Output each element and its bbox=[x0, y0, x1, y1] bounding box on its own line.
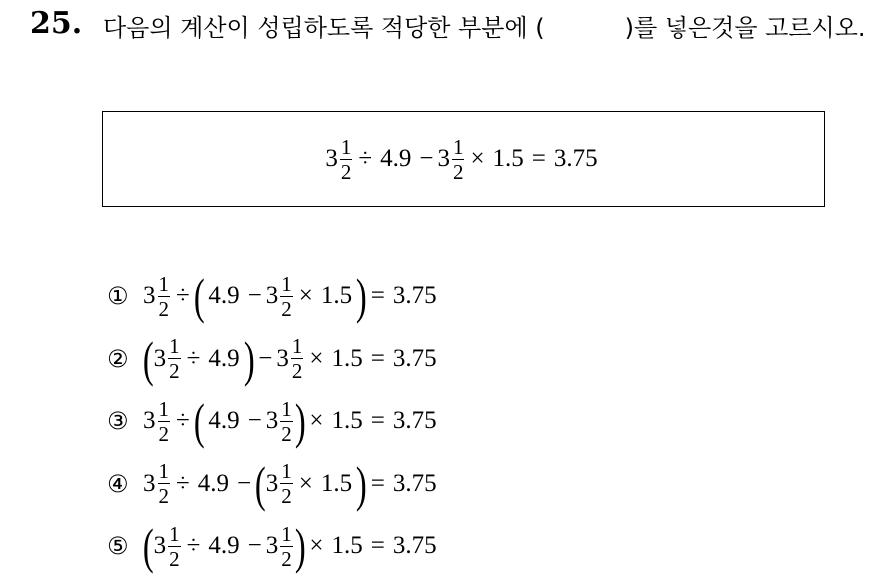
fraction: $\frac{1}{2}$ bbox=[340, 134, 352, 184]
question-number: 25. bbox=[30, 6, 83, 41]
box-expression bbox=[325, 134, 601, 184]
answer-option-4[interactable] bbox=[107, 453, 441, 516]
answer-options bbox=[107, 265, 441, 578]
whole-number: 3 bbox=[153, 344, 167, 372]
question-text-before: 다음의 계산이 성립하도록 적당한 부분에 ( bbox=[103, 14, 545, 42]
paren-open: ( bbox=[193, 393, 205, 450]
fraction: $\frac{1}{2}$ bbox=[158, 271, 169, 321]
whole-number: 3 bbox=[143, 469, 156, 497]
expression-token: 1.5 bbox=[492, 145, 524, 172]
option-expression bbox=[142, 330, 441, 387]
whole-number: 3 bbox=[265, 469, 279, 497]
expression-token: ÷ bbox=[176, 469, 190, 497]
option-expression bbox=[143, 455, 441, 512]
option-expression bbox=[143, 393, 441, 450]
whole-number: 3 bbox=[265, 282, 279, 310]
fraction: $\frac{1}{2}$ bbox=[281, 521, 292, 571]
expression-token: = bbox=[531, 145, 546, 172]
expression-token: ÷ bbox=[176, 407, 190, 435]
expression-token: = bbox=[370, 532, 385, 560]
fraction: $\frac{1}{2}$ bbox=[452, 134, 464, 184]
option-expression bbox=[143, 268, 441, 325]
paren-open: ( bbox=[193, 268, 205, 325]
paren-open: ( bbox=[142, 330, 154, 387]
option-expression bbox=[142, 518, 441, 575]
whole-number: 3 bbox=[325, 145, 338, 172]
question-text bbox=[103, 10, 868, 46]
whole-number: 3 bbox=[265, 407, 279, 435]
expression-token: 3.75 bbox=[553, 145, 598, 172]
expression-token: = bbox=[370, 282, 385, 310]
fraction: $\frac{1}{2}$ bbox=[169, 334, 180, 384]
whole-number: 3 bbox=[265, 532, 279, 560]
expression-token: 3.75 bbox=[392, 282, 437, 310]
expression-token: − bbox=[419, 145, 434, 172]
expression-token: ÷ bbox=[176, 282, 190, 310]
expression-token: × bbox=[298, 282, 313, 310]
expression-token: 4.9 bbox=[380, 145, 412, 172]
paren-close: ) bbox=[294, 518, 306, 575]
whole-number: 3 bbox=[143, 407, 156, 435]
expression-token: × bbox=[309, 344, 324, 372]
expression-token: ÷ bbox=[186, 344, 201, 372]
paren-close: ) bbox=[356, 268, 367, 325]
expression-token: − bbox=[247, 282, 262, 310]
expression-token: 1.5 bbox=[320, 282, 353, 310]
expression-token: − bbox=[258, 344, 273, 372]
answer-option-5[interactable] bbox=[107, 515, 441, 578]
expression-token: 1.5 bbox=[331, 344, 363, 372]
expression-token: = bbox=[370, 344, 385, 372]
fraction: $\frac{1}{2}$ bbox=[158, 459, 169, 509]
expression-token: − bbox=[247, 532, 262, 560]
answer-option-2[interactable] bbox=[107, 328, 441, 391]
paren-open: ( bbox=[142, 518, 154, 575]
option-marker: ④ bbox=[107, 469, 129, 498]
expression-token: − bbox=[236, 469, 252, 497]
expression-token: = bbox=[370, 407, 385, 435]
expression-token: 3.75 bbox=[392, 532, 437, 560]
expression-box bbox=[102, 111, 825, 207]
expression-token: − bbox=[247, 407, 262, 435]
expression-token: 1.5 bbox=[320, 469, 353, 497]
expression-token: 1.5 bbox=[331, 407, 363, 435]
expression-token: × bbox=[298, 469, 313, 497]
paren-open: ( bbox=[255, 455, 266, 512]
expression-token: × bbox=[309, 407, 324, 435]
expression-token: 4.9 bbox=[208, 344, 240, 372]
paren-close: ) bbox=[243, 330, 255, 387]
expression-token: 4.9 bbox=[208, 282, 240, 310]
question-text-after: )를 넣은것을 고르시오. bbox=[624, 14, 866, 42]
fraction: $\frac{1}{2}$ bbox=[281, 271, 292, 321]
expression-token: 3.75 bbox=[392, 407, 437, 435]
expression-token: 3.75 bbox=[392, 344, 437, 372]
expression-token: 4.9 bbox=[208, 532, 240, 560]
fraction: $\frac{1}{2}$ bbox=[281, 459, 292, 509]
whole-number: 3 bbox=[437, 145, 450, 172]
expression-token: × bbox=[309, 532, 324, 560]
fraction: $\frac{1}{2}$ bbox=[291, 334, 303, 384]
paren-close: ) bbox=[356, 455, 367, 512]
expression-token: × bbox=[470, 145, 485, 172]
expression-token: ÷ bbox=[186, 532, 201, 560]
expression-token: 4.9 bbox=[197, 469, 229, 497]
fraction: $\frac{1}{2}$ bbox=[158, 396, 169, 446]
option-marker: ③ bbox=[107, 407, 129, 436]
whole-number: 3 bbox=[276, 344, 289, 372]
expression-token: 3.75 bbox=[392, 469, 437, 497]
paren-close: ) bbox=[294, 393, 306, 450]
expression-token: 1.5 bbox=[331, 532, 363, 560]
whole-number: 3 bbox=[143, 282, 156, 310]
option-marker: ② bbox=[107, 344, 129, 373]
expression-token: = bbox=[370, 469, 385, 497]
whole-number: 3 bbox=[153, 532, 167, 560]
expression-token: ÷ bbox=[358, 145, 373, 172]
fraction: $\frac{1}{2}$ bbox=[281, 396, 292, 446]
answer-option-3[interactable] bbox=[107, 390, 441, 453]
answer-option-1[interactable] bbox=[107, 265, 441, 328]
option-marker: ① bbox=[107, 282, 129, 311]
expression-token: 4.9 bbox=[208, 407, 240, 435]
option-marker: ⑤ bbox=[107, 532, 129, 561]
fraction: $\frac{1}{2}$ bbox=[169, 521, 180, 571]
